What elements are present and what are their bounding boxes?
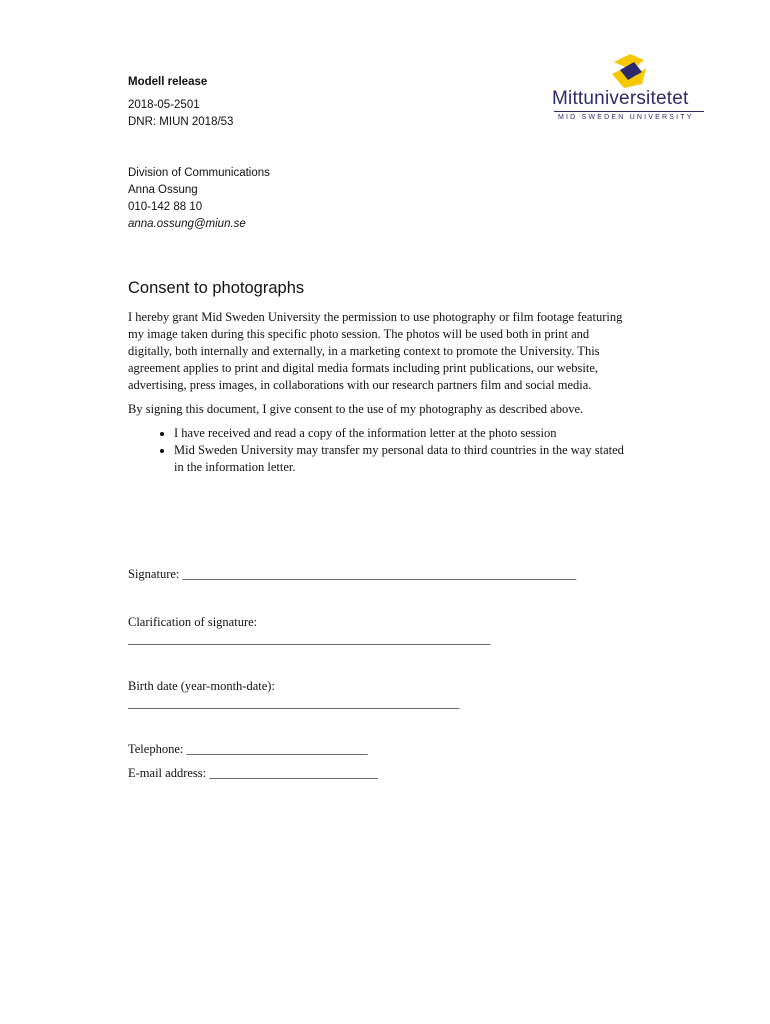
dnr-reference: DNR: MIUN 2018/53 [128,116,234,128]
consent-statement: By signing this document, I give consent to the use of my photography as described above. [128,402,584,416]
logo-wordmark: Mittuniversitetet [552,88,689,109]
contact-email: anna.ossung@miun.se [128,218,246,230]
birth-date-label: Birth date (year-month-date): [128,679,275,693]
date-reference: 2018-05-2501 [128,99,200,111]
signature-field[interactable]: Signature: _______________________________________________________________ [128,567,577,581]
consent-body [128,309,628,476]
consent-paragraph: I hereby grant Mid Sweden University the permission to use photography or film footage featuring my image taken during this specific photo session. The photos will be used both in print and digitally, both internally and externally, in a marketing context to promote the University. This agreement applies to print and digital media formats including print publications, our website, advertising, press images, in collaborations with our research partners film and social media. [128,310,623,392]
birth-date-field[interactable]: _____________________________________________________ [128,696,460,710]
list-item: • I have received and read a copy of the information letter at the photo session [174,425,628,442]
contact-name: Anna Ossung [128,184,198,196]
email-field[interactable]: E-mail address: ___________________________ [128,766,378,780]
list-item: • Mid Sweden University may transfer my personal data to third countries in the way stated in the information letter. [174,442,628,476]
contact-block [128,165,270,233]
consent-bullet-list [128,425,628,476]
clarification-label: Clarification of signature: [128,615,258,629]
telephone-field[interactable]: Telephone: _____________________________ [128,742,368,756]
university-logo [548,52,718,126]
clarification-field[interactable]: __________________________________________________________ [128,632,491,646]
page-title: Consent to photographs [128,279,305,297]
logo-subtitle: MID SWEDEN UNIVERSITY [558,114,694,121]
document-title: Modell release [128,76,208,88]
contact-division: Division of Communications [128,167,270,179]
header-block [128,74,233,131]
logo-rule [554,111,704,112]
contact-phone: 010-142 88 10 [128,201,203,213]
logo-mark-icon [548,52,718,92]
